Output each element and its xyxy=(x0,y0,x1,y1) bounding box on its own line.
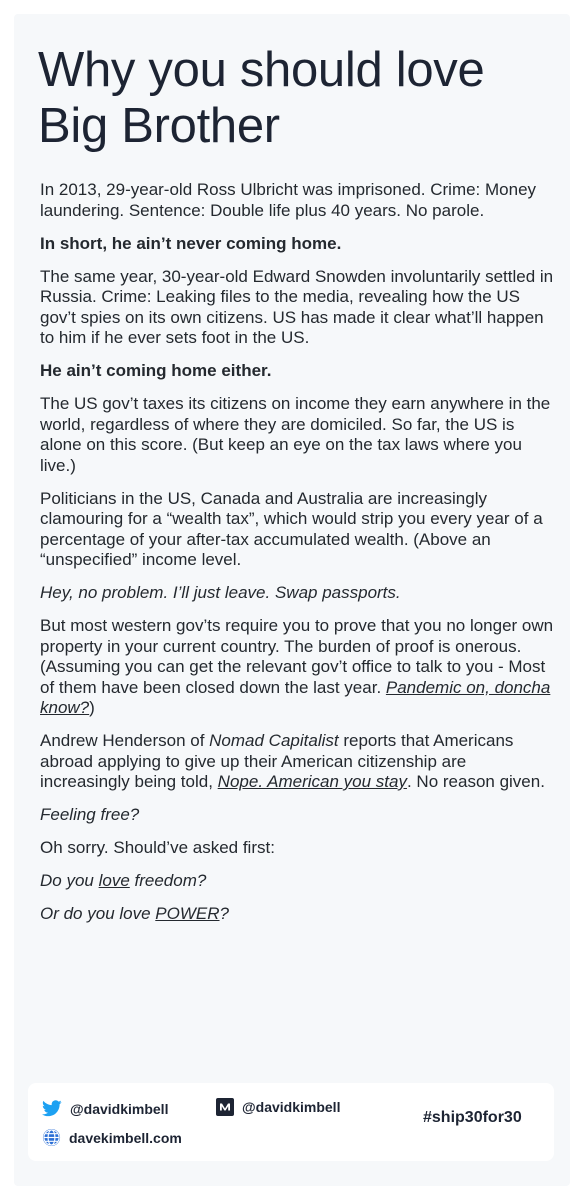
paragraph-text: reports that Americans abroad applying to give up their American citizenship are increasingly being told, xyxy=(40,731,514,791)
bold-statement: In short, he ain’t never coming home. xyxy=(40,233,342,253)
paragraph-feeling-free xyxy=(40,805,560,826)
paragraph-love-power xyxy=(40,904,560,925)
italic-text: freedom? xyxy=(129,871,207,890)
italic-text: Hey, no problem. I’ll just leave. Swap passports. xyxy=(40,583,401,602)
underlined-text: love xyxy=(98,871,130,890)
paragraph-henderson xyxy=(40,731,560,793)
medium-handle: @davidkimbell xyxy=(242,1099,341,1115)
nope-link[interactable]: Nope. American you stay xyxy=(217,772,407,791)
paragraph-ulbricht: In 2013, 29-year-old Ross Ulbricht was imprisoned. Crime: Money laundering. Sentence: Double life plus 40 years. No parole. xyxy=(40,180,537,220)
paragraph-sorry: Oh sorry. Should’ve asked first: xyxy=(40,838,275,857)
website-link[interactable] xyxy=(42,1128,182,1147)
page-title xyxy=(38,42,558,154)
publication-name: Nomad Capitalist xyxy=(209,731,339,750)
paragraph-never-home xyxy=(40,234,560,255)
italic-text: Do you xyxy=(40,871,99,890)
paragraph-text-end: . No reason given. xyxy=(406,772,545,791)
paragraph-snowden: The same year, 30-year-old Edward Snowden involuntarily settled in Russia. Crime: Leaking files to the media, revealing how the US gov’t spies on its own citizens. US has made it clear what’ll happen to him if he ever sets foot in the US. xyxy=(40,266,554,347)
paragraph-not-home xyxy=(40,361,560,382)
paragraph-love-freedom xyxy=(40,871,560,892)
hashtag: #ship30for30 xyxy=(423,1109,522,1126)
website-url: davekimbell.com xyxy=(69,1129,182,1146)
paragraph-text: Andrew Henderson of xyxy=(40,731,210,750)
medium-handle-link[interactable] xyxy=(216,1098,340,1116)
footer-card xyxy=(28,1083,554,1161)
italic-text: Or do you love xyxy=(40,904,156,923)
twitter-icon xyxy=(42,1100,62,1117)
twitter-handle: @davidkimbell xyxy=(70,1100,169,1117)
paragraph-text-end: ) xyxy=(89,698,95,717)
globe-icon xyxy=(42,1128,61,1147)
bold-statement: He ain’t coming home either. xyxy=(40,361,272,380)
article-body xyxy=(40,180,560,937)
paragraph-property xyxy=(40,616,560,719)
paragraph-taxes: The US gov’t taxes its citizens on income they earn anywhere in the world, regardless of where they are domiciled. So far, the US is alone on this score. (But keep an eye on the tax laws where you live.) xyxy=(40,394,551,475)
title-line-1: Why you should love xyxy=(38,43,485,97)
paragraph-leave xyxy=(40,583,560,604)
title-line-2: Big Brother xyxy=(38,99,280,153)
underlined-text: POWER xyxy=(155,904,220,923)
twitter-handle-link[interactable] xyxy=(42,1100,168,1117)
italic-text: ? xyxy=(219,904,229,923)
pandemic-link[interactable]: Pandemic on, doncha know? xyxy=(40,677,551,717)
paragraph-wealth-tax: Politicians in the US, Canada and Australia are increasingly clamouring for a “wealth tax”, which would strip you every year of a percentage of your after-tax accumulated wealth. (Above an “unspecified” income level. xyxy=(40,488,543,569)
italic-text: Feeling free? xyxy=(40,805,140,824)
paragraph-text: But most western gov’ts require you to prove that you no longer own property in your current country. The burden of proof is onerous. (Assuming you can get the relevant gov’t office to talk to you - Most of them have been closed down the last year. xyxy=(40,616,554,697)
medium-icon xyxy=(216,1098,234,1116)
